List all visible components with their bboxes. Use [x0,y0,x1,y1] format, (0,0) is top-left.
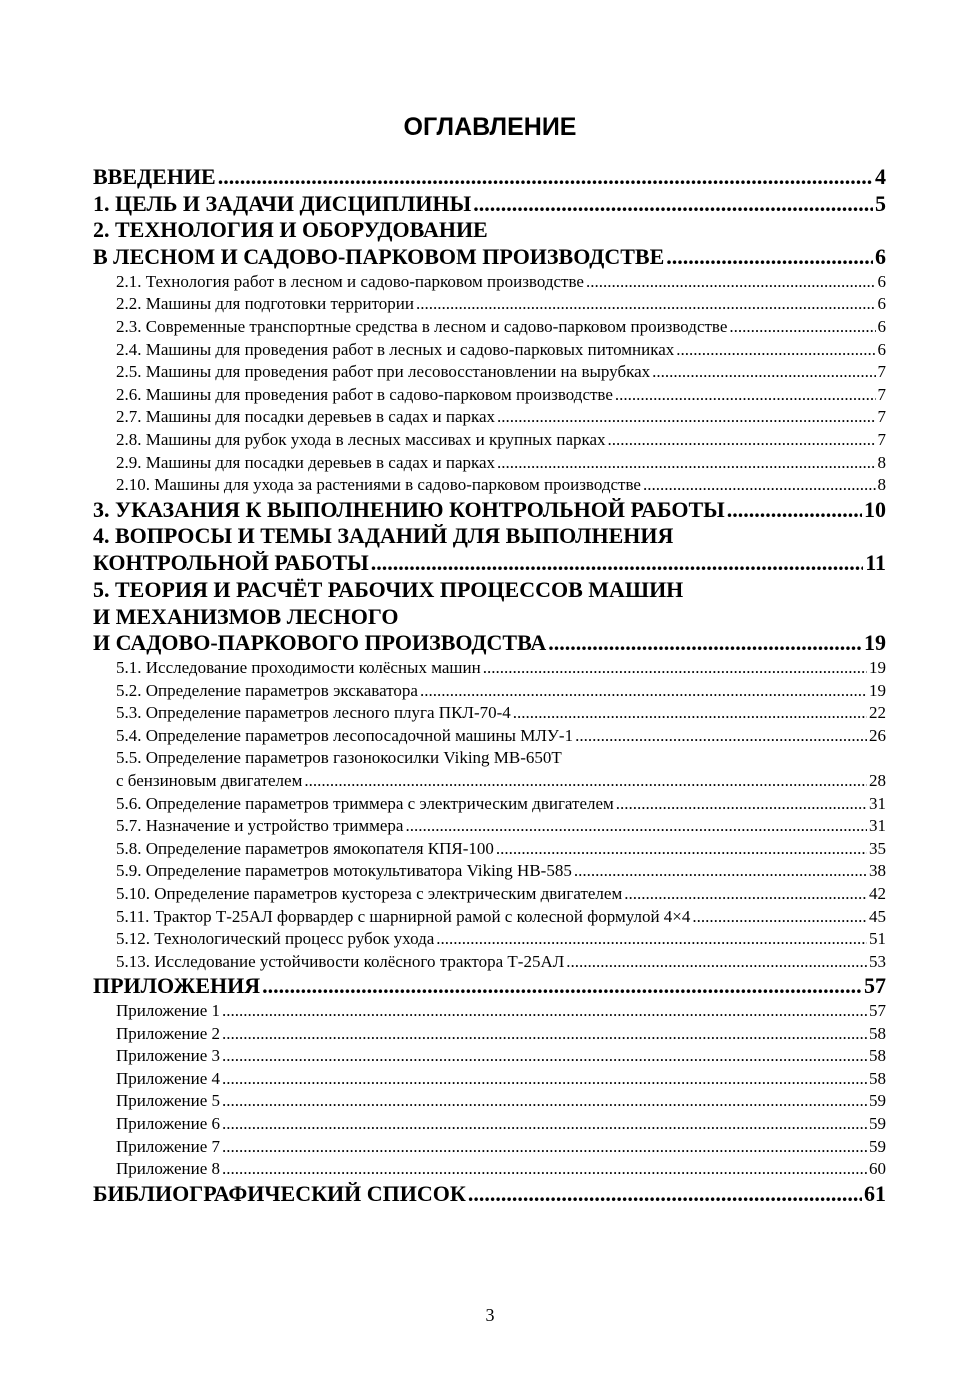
toc-entry-title: Приложение 2 [116,1023,220,1043]
toc-entry-row [116,928,886,951]
toc-entry-row [116,271,886,294]
toc-section-entry[interactable] [93,1181,886,1208]
toc-subsection-entry[interactable] [93,1045,886,1068]
toc-subsection-entry[interactable] [93,747,886,792]
toc-entry-title: 5.11. Трактор Т-25АЛ форвардер с шарнирной рамой с колесной формулой 4×4 [116,906,691,926]
dot-leader [624,883,867,906]
dot-leader [222,1136,867,1159]
toc-entry-row [93,244,886,271]
toc-page-number: 58 [869,1023,886,1043]
toc-entry-row [93,191,886,218]
dot-leader [436,928,867,951]
dot-leader [574,860,867,883]
dot-leader [222,1113,867,1136]
toc-subsection-entry[interactable] [93,1158,886,1181]
toc-entry-row [116,1045,886,1068]
toc-entry-title: 5.13. Исследование устойчивости колёсного трактора Т-25АЛ [116,951,565,971]
dot-leader [405,815,867,838]
toc-entry-row [116,293,886,316]
toc-entry-title: 5.7. Назначение и устройство триммера [116,816,404,836]
toc-page-number: 28 [869,770,886,790]
toc-subsection-entry[interactable] [93,339,886,362]
toc-entry-row [116,680,886,703]
toc-entry-row [93,973,886,1000]
toc-entry-title: 2.7. Машины для посадки деревьев в садах и парках [116,407,496,427]
toc-entry-row [116,815,886,838]
toc-entry-row [93,1181,886,1208]
toc-entry-row [116,657,886,680]
toc-entry-title: с бензиновым двигателем [116,770,303,790]
dot-leader [262,973,862,1000]
toc-entry-title: 5.2. Определение параметров экскаватора [116,680,418,700]
toc-page-number: 45 [869,906,886,926]
toc-entry-row [116,725,886,748]
toc-entry-title: КОНТРОЛЬНОЙ РАБОТЫ [93,550,369,576]
toc-entry-title: 2.6. Машины для проведения работ в садово-парковом производстве [116,384,613,404]
dot-leader [575,725,867,748]
toc-entry-title: В ЛЕСНОМ И САДОВО-ПАРКОВОМ ПРОИЗВОДСТВЕ [93,244,665,270]
toc-subsection-entry[interactable] [93,1000,886,1023]
toc-subsection-entry[interactable] [93,452,886,475]
toc-page-number: 38 [869,861,886,881]
toc-subsection-entry[interactable] [93,361,886,384]
toc-section-entry[interactable] [93,191,886,218]
toc-subsection-entry[interactable] [93,951,886,974]
dot-leader [371,550,864,577]
dot-leader [222,1045,867,1068]
toc-entry-title: 5.4. Определение параметров лесопосадочной машины МЛУ-1 [116,725,574,745]
toc-page-number: 59 [869,1091,886,1111]
toc-entry-row [116,361,886,384]
toc-entry-title: 2.9. Машины для посадки деревьев в садах и парках [116,452,496,472]
toc-page-number: 61 [864,1180,886,1206]
dot-leader [416,293,876,316]
toc-entry-row [116,770,886,793]
toc-entry-row [116,1090,886,1113]
toc-section-entry[interactable] [93,164,886,191]
toc-page-number: 8 [877,475,886,495]
dot-leader [643,474,876,497]
toc-entry-title: 5.1. Исследование проходимости колёсных машин [116,657,481,677]
page-number: 3 [485,1305,495,1325]
table-of-contents [93,164,886,1207]
toc-subsection-entry[interactable] [93,429,886,452]
dot-leader [586,271,876,294]
toc-entry-title: 5.12. Технологический процесс рубок ухода [116,929,435,949]
dot-leader [473,191,873,218]
toc-entry-row [116,1023,886,1046]
toc-entry-title: 2.1. Технология работ в лесном и садово-парковом производстве [116,271,584,291]
toc-entry-row [116,1158,886,1181]
toc-entry-row [116,406,886,429]
toc-page-number: 10 [864,496,886,522]
dot-leader [548,630,862,657]
toc-subsection-entry[interactable] [93,906,886,929]
dot-leader [304,770,867,793]
toc-page-number: 4 [875,164,886,189]
toc-entry-title: Приложение 6 [116,1113,220,1133]
toc-entry-row [116,1113,886,1136]
toc-page-number: 42 [869,883,886,903]
toc-entry-row [116,339,886,362]
toc-entry-title: ВВЕДЕНИЕ [93,164,216,189]
toc-page-number: 19 [864,630,886,656]
toc-entry-title: Приложение 4 [116,1068,220,1088]
dot-leader [222,1090,867,1113]
toc-entry-row [116,702,886,725]
toc-page-number: 35 [869,838,886,858]
toc-page-number: 26 [869,725,886,745]
toc-page-number: 31 [869,793,886,813]
dot-leader [513,702,867,725]
dot-leader [608,429,876,452]
toc-subsection-entry[interactable] [93,1113,886,1136]
toc-page-number: 60 [869,1159,886,1179]
dot-leader [420,680,867,703]
toc-subsection-entry[interactable] [93,928,886,951]
toc-entry-row [116,384,886,407]
dot-leader [496,838,867,861]
dot-leader [729,316,875,339]
dot-leader [222,1023,867,1046]
toc-entry-title: 5.6. Определение параметров триммера с электрическим двигателем [116,793,614,813]
toc-subsection-entry[interactable] [93,860,886,883]
dot-leader [652,361,875,384]
toc-subsection-entry[interactable] [93,384,886,407]
toc-subsection-entry[interactable] [93,474,886,497]
dot-leader [566,951,867,974]
toc-entry-title: Приложение 8 [116,1159,220,1179]
toc-page-number: 51 [869,929,886,949]
toc-entry-title-line: И МЕХАНИЗМОВ ЛЕСНОГО [93,603,399,629]
toc-subsection-entry[interactable] [93,1136,886,1159]
toc-entry-row [93,630,886,657]
toc-page-number: 6 [877,294,886,314]
toc-entry-row [116,452,886,475]
toc-entry-row [116,838,886,861]
toc-entry-title: 5.8. Определение параметров ямокопателя КПЯ-100 [116,838,494,858]
toc-subsection-entry[interactable] [93,793,886,816]
toc-subsection-entry[interactable] [93,680,886,703]
toc-entry-title: 2.10. Машины для ухода за растениями в садово-парковом производстве [116,475,641,495]
page-title: ОГЛАВЛЕНИЕ [403,113,577,141]
toc-page-number: 57 [869,1000,886,1020]
dot-leader [222,1068,867,1091]
toc-entry-title: Приложение 3 [116,1046,220,1066]
toc-section-entry[interactable] [93,577,886,657]
toc-entry-title: 5.9. Определение параметров мотокультиватора Viking HB-585 [116,861,572,881]
toc-page-number: 19 [869,657,886,677]
toc-page-number: 22 [869,703,886,723]
toc-entry-title-line: 4. ВОПРОСЫ И ТЕМЫ ЗАДАНИЙ ДЛЯ ВЫПОЛНЕНИЯ [93,523,674,549]
toc-entry-title: Приложение 1 [116,1000,220,1020]
toc-subsection-entry[interactable] [93,657,886,680]
dot-leader [218,164,873,191]
toc-page-number: 6 [875,244,886,270]
toc-entry-title-line: 5.5. Определение параметров газонокосилки Viking MB-650T [116,748,562,768]
toc-subsection-entry[interactable] [93,725,886,748]
toc-page-number: 6 [877,271,886,291]
toc-subsection-entry[interactable] [93,883,886,906]
toc-subsection-entry[interactable] [93,1023,886,1046]
toc-page-number: 53 [869,951,886,971]
toc-subsection-entry[interactable] [93,1068,886,1091]
toc-page-number: 7 [877,384,886,404]
dot-leader [615,384,876,407]
toc-entry-row [116,474,886,497]
toc-subsection-entry[interactable] [93,406,886,429]
toc-entry-row [93,550,886,577]
toc-section-entry[interactable] [93,217,886,270]
toc-page-number: 59 [869,1136,886,1156]
dot-leader [692,906,867,929]
toc-page-number: 58 [869,1068,886,1088]
toc-entry-row [116,1136,886,1159]
toc-entry-title: 5.3. Определение параметров лесного плуга ПКЛ-70-4 [116,703,511,723]
toc-page-number: 11 [865,550,886,576]
dot-leader [676,339,875,362]
toc-page-number: 6 [877,339,886,359]
toc-subsection-entry[interactable] [93,316,886,339]
toc-page-number: 31 [869,816,886,836]
toc-entry-row [116,906,886,929]
toc-entry-row [116,793,886,816]
toc-entry-title: 2.2. Машины для подготовки территории [116,294,414,314]
toc-page-number: 6 [877,317,886,336]
toc-entry-row [116,951,886,974]
toc-page-number: 7 [877,407,886,427]
toc-page-number: 58 [869,1046,886,1066]
toc-entry-title: 2.5. Машины для проведения работ при лесовосстановлении на вырубках [116,362,651,382]
toc-subsection-entry[interactable] [93,815,886,838]
toc-entry-row [116,1000,886,1023]
toc-subsection-entry[interactable] [93,702,886,725]
dot-leader [497,452,875,475]
toc-section-entry[interactable] [93,523,886,576]
toc-entry-title: Приложение 7 [116,1136,220,1156]
toc-subsection-entry[interactable] [93,1090,886,1113]
toc-subsection-entry[interactable] [93,293,886,316]
toc-section-entry[interactable] [93,973,886,1000]
toc-entry-row [116,429,886,452]
toc-entry-title-line: 2. ТЕХНОЛОГИЯ И ОБОРУДОВАНИЕ [93,217,488,243]
toc-entry-title: 2.3. Современные транспортные средства в лесном и садово-парковом производстве [116,317,728,336]
dot-leader [222,1000,867,1023]
toc-entry-row [116,1068,886,1091]
toc-entry-title: 3. УКАЗАНИЯ К ВЫПОЛНЕНИЮ КОНТРОЛЬНОЙ РАБОТЫ [93,496,725,522]
toc-page-number: 59 [869,1113,886,1133]
toc-entry-row [93,497,886,524]
dot-leader [483,657,867,680]
dot-leader [222,1158,867,1181]
toc-entry-title: БИБЛИОГРАФИЧЕСКИЙ СПИСОК [93,1180,466,1206]
toc-subsection-entry[interactable] [93,271,886,294]
toc-entry-row [116,860,886,883]
toc-entry-title-line: 5. ТЕОРИЯ И РАСЧЁТ РАБОЧИХ ПРОЦЕССОВ МАШИН [93,576,684,602]
dot-leader [497,406,875,429]
toc-entry-row [116,883,886,906]
toc-subsection-entry[interactable] [93,838,886,861]
toc-entry-title: Приложение 5 [116,1091,220,1111]
toc-entry-row [116,316,886,339]
toc-page-number: 19 [869,680,886,700]
toc-entry-title: 1. ЦЕЛЬ И ЗАДАЧИ ДИСЦИПЛИНЫ [93,190,472,216]
dot-leader [666,244,873,271]
toc-entry-title: 2.4. Машины для проведения работ в лесных и садово-парковых питомниках [116,339,675,359]
toc-entry-title: 2.8. Машины для рубок ухода в лесных массивах и крупных парках [116,429,606,449]
toc-page-number: 7 [877,362,886,382]
dot-leader [468,1181,862,1208]
toc-entry-title: ПРИЛОЖЕНИЯ [93,973,261,999]
dot-leader [616,793,867,816]
toc-section-entry[interactable] [93,497,886,524]
toc-entry-row [93,164,886,191]
toc-page-number: 8 [877,452,886,472]
toc-page-number: 5 [875,190,886,216]
toc-page-number: 7 [877,429,886,449]
dot-leader [727,497,862,524]
toc-entry-title: 5.10. Определение параметров кустореза с электрическим двигателем [116,883,623,903]
toc-entry-title: И САДОВО-ПАРКОВОГО ПРОИЗВОДСТВА [93,630,547,656]
toc-page-number: 57 [864,973,886,999]
